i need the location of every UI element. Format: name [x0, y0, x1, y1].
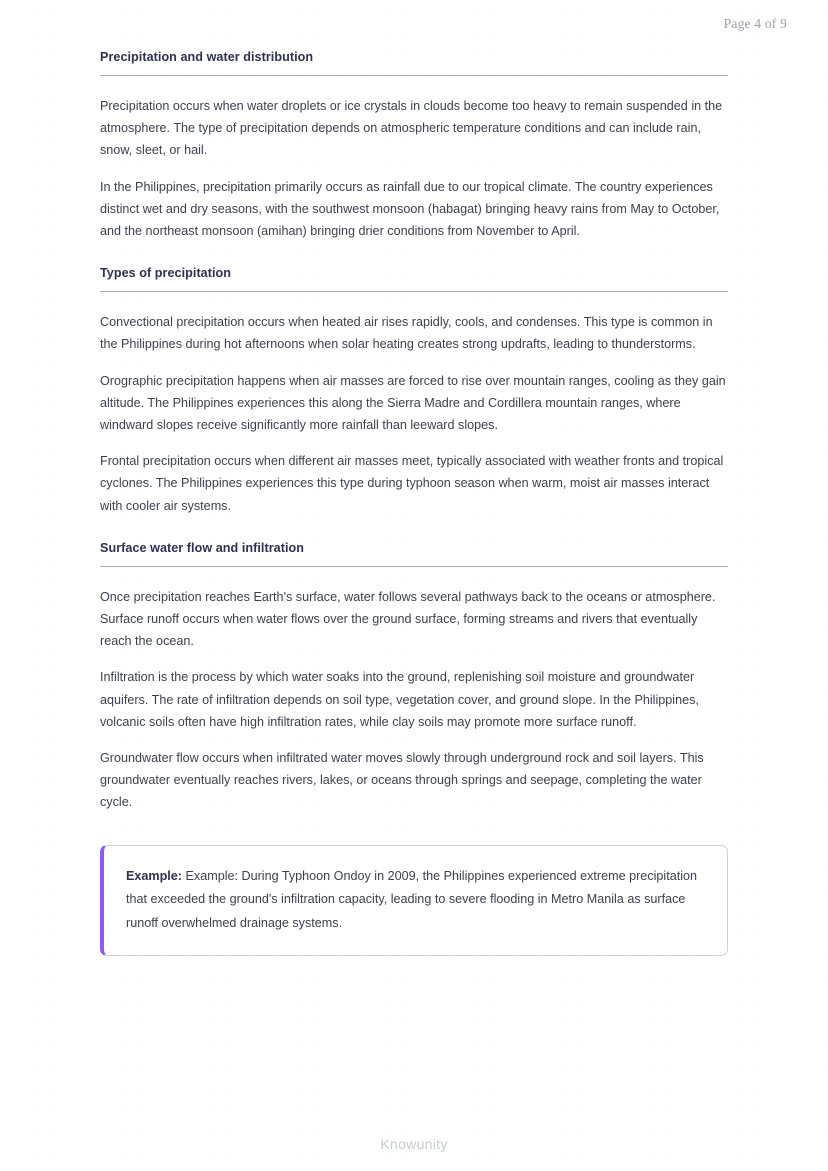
section-heading: Precipitation and water distribution — [100, 50, 314, 64]
paragraph: Precipitation occurs when water droplets or ice crystals in clouds become too heavy to remain suspended in the atmosphere. The type of precipitation depends on atmospheric temperature conditions and can include rain, snow, sleet, or hail. — [100, 99, 723, 158]
paragraph: In the Philippines, precipitation primarily occurs as rainfall due to our tropical climate. The country experiences distinct wet and dry seasons, with the southwest monsoon (habagat) bringing heavy rains from May to October, and the northeast monsoon (amihan) bringing drier conditions from November to April. — [100, 179, 720, 239]
example-callout-text — [126, 865, 707, 936]
paragraph: Once precipitation reaches Earth's surface, water follows several pathways back to the oceans or atmosphere. Surface runoff occurs when water flows over the ground surface, forming streams and rivers that eventually reach the ocean. — [100, 589, 716, 649]
section-surface-water-flow-and-infiltration — [100, 541, 728, 816]
section-precipitation-and-water-distribution — [100, 50, 728, 244]
section-body — [100, 586, 728, 816]
watermark-knowunity: Knowunity — [380, 1136, 448, 1152]
paragraph: Convectional precipitation occurs when heated air rises rapidly, cools, and condenses. This type is common in the Philippines during hot afternoons when solar heating creates strong updrafts, leading to thunderstorms. — [100, 315, 713, 352]
document-content — [100, 50, 728, 956]
section-body — [100, 95, 728, 244]
page-number-indicator: Page 4 of 9 — [723, 16, 787, 31]
heading-divider — [100, 75, 728, 76]
section-heading: Surface water flow and infiltration — [100, 540, 304, 555]
example-body-text: Example: During Typhoon Ondoy in 2009, the Philippines experienced extreme precipitation that exceeded the ground's infiltration capacity, leading to severe flooding in Metro Manila as surface runoff overwhelmed drainage systems. — [126, 868, 698, 931]
heading-divider — [100, 566, 728, 567]
section-types-of-precipitation — [100, 266, 728, 519]
example-label: Example: — [126, 868, 182, 883]
heading-divider — [100, 291, 728, 292]
example-callout-box — [100, 845, 728, 956]
paragraph: Orographic precipitation happens when air masses are forced to rise over mountain ranges, cooling as they gain altitude. The Philippines experiences this along the Sierra Madre and Cordillera mountain ranges, where windward slopes receive significantly more rainfall than leeward slopes. — [100, 373, 726, 433]
paragraph: Infiltration is the process by which water soaks into the ground, replenishing soil moisture and groundwater aquifers. The rate of infiltration depends on soil type, vegetation cover, and ground slope. In the Philippines, volcanic soils often have high infiltration rates, while clay soils may promote more surface runoff. — [100, 670, 699, 729]
section-body — [100, 311, 728, 519]
section-heading: Types of precipitation — [100, 266, 232, 281]
paragraph: Groundwater flow occurs when infiltrated water moves slowly through underground rock and soil layers. This groundwater eventually reaches rivers, lakes, or oceans through springs and seepage, completing the water cycle. — [100, 751, 704, 810]
paragraph: Frontal precipitation occurs when different air masses meet, typically associated with weather fronts and tropical cyclones. The Philippines experiences this type during typhoon season when warm, moist air masses interact with cooler air systems. — [100, 454, 724, 513]
